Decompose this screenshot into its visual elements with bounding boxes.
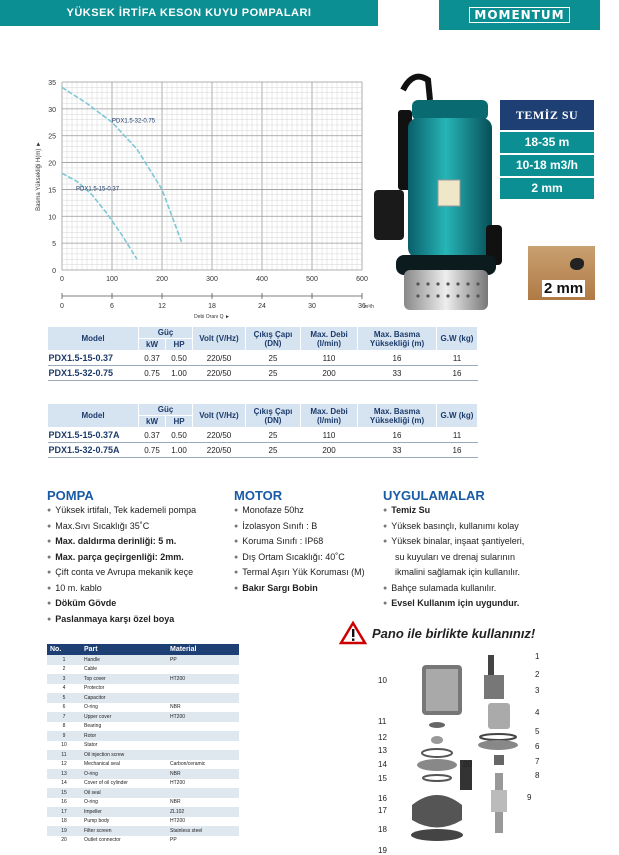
list-item-text: Monofaze 50hz	[242, 505, 304, 515]
cell-model: PDX1.5-15-0.37A	[48, 428, 139, 443]
list-item-text: Bahçe sulamada kullanılır.	[391, 582, 497, 593]
particle-size-image	[528, 246, 595, 300]
part-no: 1	[47, 655, 81, 665]
callout-12: 12	[378, 733, 387, 742]
list-item-text: Evsel Kullanım için uygundur.	[391, 598, 520, 608]
cell-flow: 110	[301, 351, 358, 366]
bullet-icon: ●	[383, 600, 388, 607]
cell-model: PDX1.5-32-0.75	[48, 366, 139, 381]
col-gw: G.W (kg)	[437, 404, 478, 428]
bullet-icon: ●	[234, 584, 239, 592]
header-title: YÜKSEK İRTİFA KESON KUYU POMPALARI	[0, 0, 378, 26]
part-name: Capacitor	[81, 693, 167, 703]
list-item	[47, 612, 196, 628]
list-item	[47, 581, 196, 597]
list-item	[47, 503, 196, 519]
y-tick-label: 10	[48, 214, 56, 222]
part-name: Protector	[84, 685, 105, 692]
parts-table-wrap	[47, 644, 239, 845]
pompa-title: POMPA	[47, 488, 94, 503]
callout-6: 6	[535, 742, 540, 751]
motor-section	[234, 488, 365, 596]
parts-row	[47, 674, 239, 684]
parts-row	[47, 798, 239, 808]
part-no: 19	[47, 826, 81, 836]
pompa-section	[47, 488, 196, 627]
callout-4: 4	[535, 708, 540, 717]
part-no: 4	[62, 685, 66, 692]
part-no: 11	[47, 750, 81, 760]
callout-16: 16	[378, 794, 387, 803]
part-no: 12	[61, 761, 67, 768]
table-row	[48, 351, 478, 366]
series-label: PDX1.5-15-0.37	[76, 186, 120, 193]
x-unit-label: m³/h	[364, 304, 374, 310]
list-item-text: 10 m. kablo	[55, 582, 102, 593]
part-no: 2	[62, 666, 66, 673]
col-kw: kW	[139, 339, 166, 351]
parts-row	[47, 665, 239, 675]
spec-particle: 2 mm	[500, 178, 594, 199]
part-material	[167, 684, 239, 694]
part-name: Oil seal	[81, 788, 167, 798]
list-item-text: ikmalini sağlamak için kullanılır.	[395, 567, 521, 577]
callout-9: 9	[527, 793, 532, 802]
list-item-text: Koruma Sınıfı : IP68	[242, 536, 324, 546]
part-no: 3	[47, 674, 81, 684]
warning-notice	[340, 622, 535, 644]
col-kw: kW	[139, 416, 166, 428]
bullet-icon: ●	[47, 507, 52, 514]
cell-volt: 220/50	[193, 366, 246, 381]
x-axis-label: Debi Oranı Q ►	[194, 314, 230, 320]
parts-row	[47, 684, 239, 694]
cell-outlet: 25	[246, 443, 301, 458]
part-no: 6	[62, 704, 66, 711]
parts-row	[47, 712, 239, 722]
parts-row	[47, 731, 239, 741]
cell-hp: 1.00	[166, 366, 193, 381]
cell-kw: 0.37	[139, 428, 166, 443]
x-tick-label: 600	[356, 276, 368, 283]
bullet-icon: ●	[234, 538, 239, 545]
part-name: Mechanical seal	[84, 761, 120, 768]
parts-row	[47, 741, 239, 751]
part-material	[167, 693, 239, 703]
x-tick-label: 100	[106, 276, 118, 283]
x-tick-label: 300	[206, 276, 218, 283]
part-name: Rotor	[81, 731, 167, 741]
part-no: 9	[47, 731, 81, 741]
part-material: ZL102	[167, 807, 239, 817]
parts-row	[47, 788, 239, 798]
bullet-icon: ●	[47, 553, 52, 561]
cell-head: 33	[358, 443, 437, 458]
list-item	[234, 503, 365, 519]
part-no: 17	[47, 807, 81, 817]
warning-icon	[340, 622, 366, 644]
col-head: Max. Basma Yüksekliği (m)	[358, 404, 437, 428]
list-item	[383, 596, 524, 612]
brand-name: MOMENTUM	[469, 7, 569, 23]
y-tick-label: 0	[52, 268, 56, 275]
part-material: HT200	[167, 712, 239, 722]
parts-table	[47, 644, 239, 845]
callout-13: 13	[378, 746, 387, 755]
parts-col-2: Material	[167, 644, 239, 655]
bullet-icon: ●	[47, 569, 52, 576]
warning-text: Pano ile birlikte kullanınız!	[372, 625, 536, 641]
list-item	[234, 581, 365, 597]
pompa-list	[47, 503, 196, 627]
uygulama-title: UYGULAMALAR	[383, 488, 485, 503]
col-gw: G.W (kg)	[437, 327, 478, 351]
parts-row	[47, 703, 239, 713]
spec-table-1	[47, 326, 478, 381]
parts-row	[47, 826, 239, 836]
bullet-icon: ●	[47, 584, 52, 592]
list-item	[234, 550, 365, 566]
part-material: PP	[167, 655, 239, 665]
list-item-text: Max. daldırma derinliği: 5 m.	[55, 536, 177, 546]
list-item	[383, 503, 524, 519]
cell-head: 16	[358, 428, 437, 443]
part-no: 18	[61, 818, 67, 825]
x-tick-label-bottom: 24	[258, 303, 266, 310]
col-model: Model	[48, 404, 139, 428]
callout-3: 3	[535, 686, 540, 695]
spec-table-2	[47, 403, 478, 458]
y-tick-label: 30	[48, 106, 56, 114]
callout-1: 1	[535, 652, 540, 661]
y-tick-label: 25	[48, 133, 56, 141]
parts-row	[47, 722, 239, 732]
part-name: Bearing	[84, 723, 102, 730]
part-material: NBR	[167, 769, 239, 779]
cell-model: PDX1.5-15-0.37	[48, 351, 139, 366]
table-row	[48, 428, 478, 443]
part-name: Top cover	[81, 674, 167, 684]
x-tick-label-bottom: 6	[110, 303, 114, 310]
col-hp: HP	[166, 339, 193, 351]
cell-gw: 11	[437, 351, 478, 366]
col-flow: Max. Debi (l/min)	[301, 404, 358, 428]
parts-row	[47, 655, 239, 665]
x-tick-label: 200	[156, 276, 168, 283]
list-item-text: su kuyuları ve drenaj sularının	[395, 551, 516, 562]
x-tick-label: 500	[306, 276, 318, 283]
parts-row	[47, 779, 239, 789]
y-tick-label: 5	[52, 241, 56, 249]
col-outlet: Çıkış Çapı (DN)	[246, 404, 301, 428]
callout-5: 5	[535, 727, 540, 736]
bullet-icon: ●	[234, 522, 239, 530]
list-item	[383, 534, 524, 550]
list-item-text: Döküm Gövde	[55, 598, 117, 608]
list-item	[234, 519, 365, 535]
cell-flow: 110	[301, 428, 358, 443]
cell-volt: 220/50	[193, 351, 246, 366]
col-hp: HP	[166, 416, 193, 428]
y-tick-label: 35	[48, 80, 56, 87]
y-axis-label: Basma Yüksekliği H(m) ►	[36, 141, 42, 211]
part-material: Stainless steel	[167, 826, 239, 836]
series-label: PDX1.5-32-0.75	[112, 118, 156, 125]
parts-row	[47, 836, 239, 846]
bullet-icon: ●	[383, 538, 388, 545]
cell-volt: 220/50	[193, 443, 246, 458]
part-no: 8	[62, 723, 66, 730]
cell-volt: 220/50	[193, 428, 246, 443]
cell-model: PDX1.5-32-0.75A	[48, 443, 139, 458]
part-name: Handle	[81, 655, 167, 665]
callout-18: 18	[378, 825, 387, 834]
x-tick-label-bottom: 18	[208, 303, 216, 310]
part-name: O-ring	[84, 704, 98, 711]
parts-row	[47, 693, 239, 703]
part-name: Impeller	[81, 807, 167, 817]
callout-19: 19	[378, 846, 387, 855]
y-tick-label: 15	[48, 187, 56, 195]
callout-11: 11	[378, 717, 387, 726]
col-volt: Volt (V/Hz)	[193, 404, 246, 428]
part-material: HT200	[170, 780, 186, 787]
x-tick-label-bottom: 12	[158, 303, 166, 310]
x-tick-label-bottom: 0	[60, 303, 64, 310]
x-tick-label-bottom: 30	[308, 303, 316, 310]
motor-title: MOTOR	[234, 488, 283, 503]
callout-15: 15	[378, 774, 387, 783]
bullet-icon: ●	[47, 615, 52, 623]
cell-kw: 0.75	[139, 366, 166, 381]
parts-row	[47, 750, 239, 760]
part-no: 10	[61, 742, 67, 749]
part-name: Upper cover	[81, 712, 167, 722]
part-name: Pump body	[84, 818, 110, 825]
cell-head: 33	[358, 366, 437, 381]
spec-flow: 10-18 m3/h	[500, 155, 594, 176]
part-material: Carbon/ceramic	[170, 761, 206, 768]
pump-illustration	[368, 70, 503, 315]
col-model: Model	[48, 327, 139, 351]
bullet-icon: ●	[47, 600, 52, 607]
col-power: Güç	[139, 404, 193, 416]
list-item	[383, 519, 524, 535]
callout-20: 20	[463, 760, 472, 769]
cell-hp: 1.00	[166, 443, 193, 458]
callout-14: 14	[378, 760, 387, 769]
callout-2: 2	[535, 670, 540, 679]
col-power: Güç	[139, 327, 193, 339]
cell-outlet: 25	[246, 366, 301, 381]
callout-17: 17	[378, 806, 387, 815]
bullet-icon: ●	[383, 507, 388, 514]
parts-row	[47, 807, 239, 817]
part-material: NBR	[170, 799, 181, 806]
spec-box	[500, 100, 594, 201]
callout-10: 10	[378, 676, 387, 685]
part-no: 14	[61, 780, 67, 787]
part-name: Oil injection screw	[81, 750, 167, 760]
list-item	[383, 565, 524, 581]
bullet-icon: ●	[234, 569, 239, 576]
uygulama-section	[383, 488, 524, 612]
bullet-icon: ●	[47, 522, 52, 530]
parts-row	[47, 769, 239, 779]
part-name: Outlet connector	[84, 837, 121, 844]
col-outlet: Çıkış Çapı (DN)	[246, 327, 301, 351]
table-row	[48, 366, 478, 381]
list-item	[383, 581, 524, 597]
list-item-text: Çift conta ve Avrupa mekanik keçe	[55, 567, 194, 577]
part-no: 13	[47, 769, 81, 779]
part-material: NBR	[170, 704, 181, 711]
list-item	[47, 534, 196, 550]
parts-col-0: No.	[47, 644, 81, 655]
col-flow: Max. Debi (l/min)	[301, 327, 358, 351]
list-item	[383, 550, 524, 566]
spec-table-1-wrap	[47, 326, 478, 381]
part-name: Cover of oil cylinder	[84, 780, 128, 787]
cell-hp: 0.50	[166, 351, 193, 366]
list-item-text: Bakır Sargı Bobin	[242, 582, 318, 593]
cell-gw: 16	[437, 443, 478, 458]
spec-table-2-wrap	[47, 403, 478, 458]
part-material	[167, 750, 239, 760]
list-item	[47, 550, 196, 566]
cell-kw: 0.37	[139, 351, 166, 366]
part-no: 15	[47, 788, 81, 798]
cell-outlet: 25	[246, 428, 301, 443]
part-name: O-ring	[84, 799, 98, 806]
bullet-icon: ●	[47, 538, 52, 545]
cell-flow: 200	[301, 443, 358, 458]
part-material: HT200	[170, 818, 186, 825]
list-item	[47, 596, 196, 612]
bullet-icon: ●	[383, 522, 388, 530]
list-item-text: Termal Aşırı Yük Koruması (M)	[242, 567, 365, 577]
cell-kw: 0.75	[139, 443, 166, 458]
performance-chart	[28, 72, 374, 322]
list-item	[47, 519, 196, 535]
part-material	[167, 665, 239, 675]
part-material: PP	[170, 837, 177, 844]
particle-hole-icon	[570, 258, 584, 270]
spec-title: TEMİZ SU	[500, 100, 594, 130]
list-item-text: Paslanmaya karşı özel boya	[55, 613, 175, 624]
motor-list	[234, 503, 365, 596]
uygulama-list	[383, 503, 524, 612]
table-row	[48, 443, 478, 458]
x-tick-label: 400	[256, 276, 268, 283]
x-tick-label-bottom: 36	[358, 303, 366, 310]
part-no: 16	[61, 799, 67, 806]
cell-gw: 16	[437, 366, 478, 381]
part-material	[167, 731, 239, 741]
list-item	[234, 534, 365, 550]
part-no: 7	[47, 712, 81, 722]
parts-row	[47, 760, 239, 770]
x-tick-label: 0	[60, 276, 64, 283]
list-item-text: İzolasyon Sınıfı : B	[242, 520, 318, 531]
list-item	[47, 565, 196, 581]
particle-size-label: 2 mm	[544, 280, 584, 297]
part-name: O-ring	[81, 769, 167, 779]
callout-7: 7	[535, 757, 540, 766]
cell-gw: 11	[437, 428, 478, 443]
parts-col-1: Part	[81, 644, 167, 655]
part-material	[167, 722, 239, 732]
part-material: HT200	[167, 674, 239, 684]
col-volt: Volt (V/Hz)	[193, 327, 246, 351]
list-item-text: Yüksek irtifalı, Tek kademeli pompa	[55, 505, 197, 515]
list-item-text: Max. parça geçirgenliği: 2mm.	[55, 551, 184, 562]
list-item	[234, 565, 365, 581]
bullet-icon: ●	[234, 507, 239, 514]
list-item-text: Yüksek binalar, inşaat şantiyeleri,	[391, 536, 525, 546]
cell-head: 16	[358, 351, 437, 366]
cell-flow: 200	[301, 366, 358, 381]
list-item-text: Yüksek basınçlı, kullanımı kolay	[391, 520, 519, 531]
bullet-icon: ●	[234, 553, 239, 561]
list-item-text: Temiz Su	[391, 505, 431, 515]
list-item-text: Max.Sıvı Sıcaklığı 35˚C	[55, 520, 150, 531]
part-material	[167, 741, 239, 751]
part-no: 20	[61, 837, 67, 844]
part-name: Filter screen	[81, 826, 167, 836]
part-no: 5	[47, 693, 81, 703]
callout-8: 8	[535, 771, 540, 780]
cell-outlet: 25	[246, 351, 301, 366]
parts-row	[47, 817, 239, 827]
exploded-view	[392, 645, 542, 850]
part-name: Stator	[84, 742, 98, 749]
brand-logo	[439, 0, 600, 30]
part-material	[167, 788, 239, 798]
bullet-icon: ●	[383, 584, 388, 592]
list-item-text: Dış Ortam Sıcaklığı: 40˚C	[242, 551, 345, 562]
y-tick-label: 20	[48, 160, 56, 168]
part-name: Cable	[84, 666, 98, 673]
spec-head: 18-35 m	[500, 132, 594, 153]
col-head: Max. Basma Yüksekliği (m)	[358, 327, 437, 351]
cell-hp: 0.50	[166, 428, 193, 443]
